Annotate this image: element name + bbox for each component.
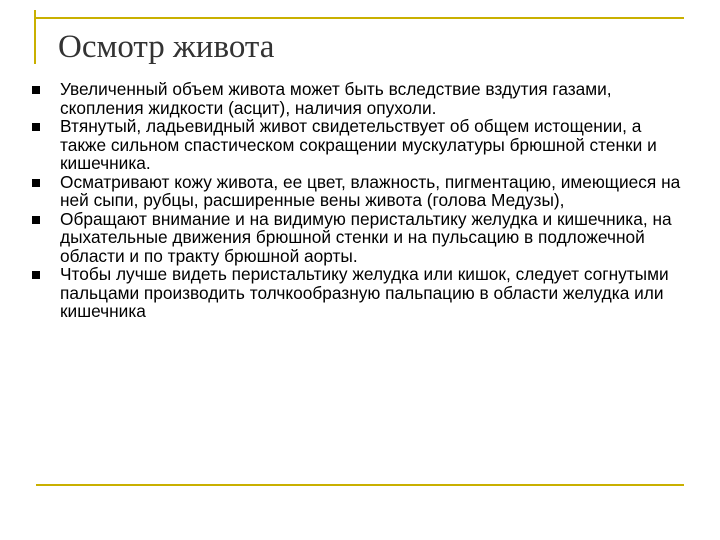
bullet-text: Втянутый, ладьевидный живот свидетельствует об общем истощении, а также сильном спастическом сокращении мускулатуры брюшной стенки и кишечника. (60, 116, 657, 173)
square-bullet-icon (32, 123, 40, 131)
square-bullet-icon (32, 216, 40, 224)
square-bullet-icon (32, 271, 40, 279)
square-bullet-icon (32, 86, 40, 94)
bullet-text: Осматривают кожу живота, ее цвет, влажность, пигментацию, имеющиеся на ней сыпи, рубцы, расширенные вены живота (голова Медузы), (60, 171, 681, 210)
bottom-rule (36, 484, 684, 486)
bullet-text: Обращают внимание и на видимую перистальтику желудка и кишечника, на дыхательные движения брюшной стенки и на пульсацию в подложечной области и по тракту брюшной аорты. (60, 208, 672, 266)
square-bullet-icon (32, 179, 40, 187)
bullet-list (30, 80, 690, 321)
bullet-item-3 (30, 173, 690, 210)
bullet-text: Увеличенный объем живота может быть вследствие вздутия газами, скопления жидкости (асцит), наличия опухоли. (60, 79, 612, 118)
slide-title: Осмотр живота (58, 29, 275, 65)
bullet-item-5 (30, 265, 690, 321)
bullet-item-4 (30, 210, 690, 266)
top-rule (36, 17, 684, 19)
bullet-text: Чтобы лучше видеть перистальтику желудка или кишок, следует согнутыми пальцами производить толчкообразную пальпацию в области желудка или кишечника (60, 264, 669, 321)
bullet-item-1 (30, 80, 690, 117)
left-rule (34, 10, 36, 64)
bullet-item-2 (30, 117, 690, 173)
